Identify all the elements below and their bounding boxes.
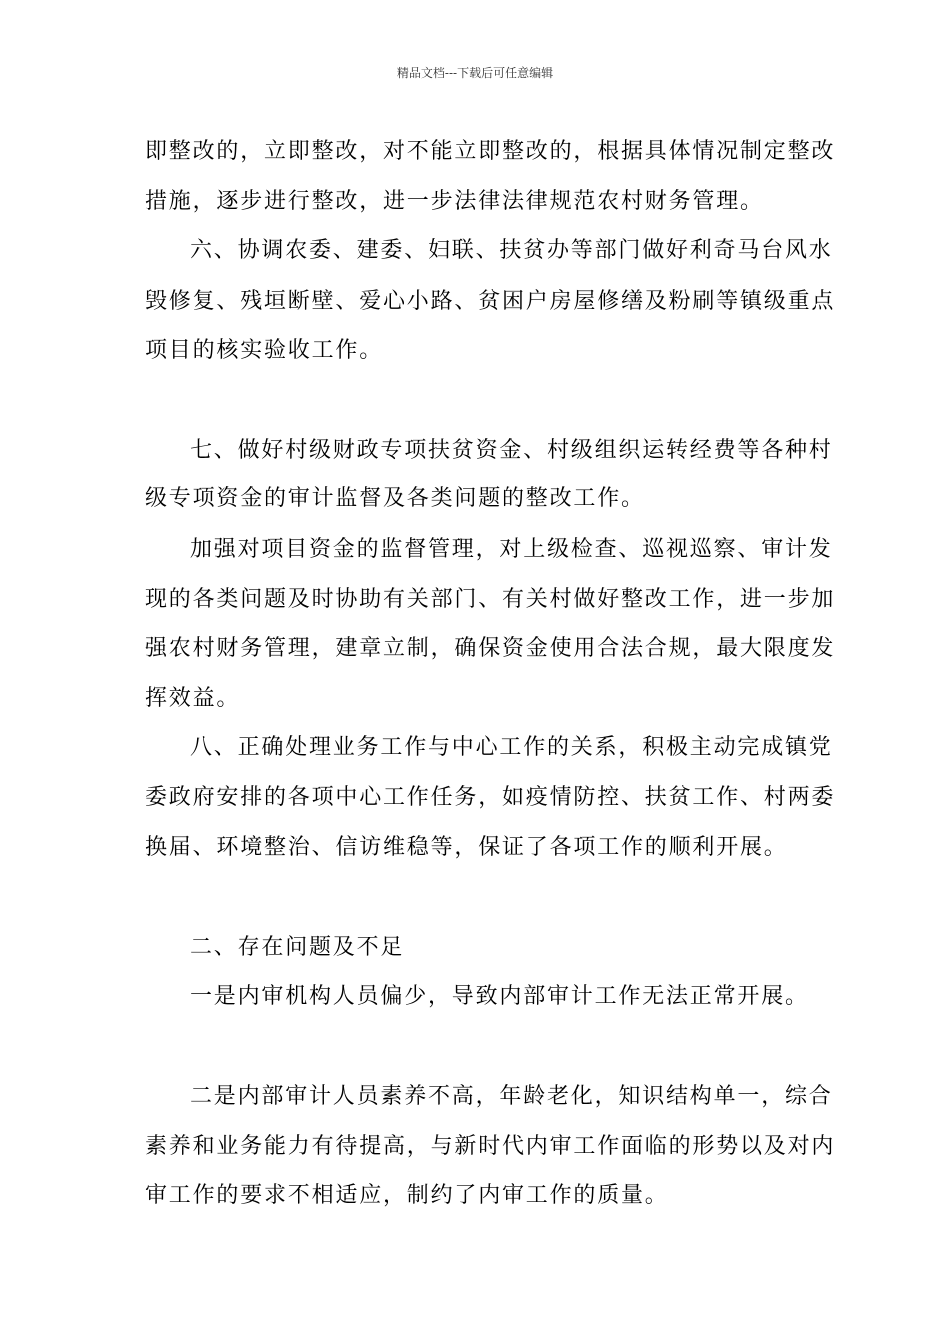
text-line: 级专项资金的审计监督及各类问题的整改工作。: [145, 486, 645, 511]
text-line: 委政府安排的各项中心工作任务，如疫情防控、扶贫工作、村两委: [145, 785, 836, 810]
text-line: 七、做好村级财政专项扶贫资金、村级组织运转经费等各种村: [190, 438, 833, 463]
text-line: 换届、环境整治、信访维稳等，保证了各项工作的顺利开展。: [145, 835, 788, 860]
text-line: 强农村财务管理，建章立制，确保资金使用合法合规，最大限度发: [145, 636, 836, 661]
text-line: 措施，逐步进行整改，进一步法律法律规范农村财务管理。: [145, 189, 764, 214]
text-line: 二是内部审计人员素养不高，年龄老化，知识结构单一，综合: [190, 1084, 833, 1109]
text-line: 六、协调农委、建委、妇联、扶贫办等部门做好利奇马台风水: [190, 238, 833, 263]
text-line: 审工作的要求不相适应，制约了内审工作的质量。: [145, 1183, 669, 1208]
page-header: 精品文档---下载后可任意编辑: [396, 66, 554, 80]
text-line: 挥效益。: [145, 686, 241, 711]
text-line: 毁修复、残垣断壁、爱心小路、贫困户房屋修缮及粉刷等镇级重点: [145, 289, 836, 314]
section-heading: 二、存在问题及不足: [190, 935, 405, 960]
text-line: 素养和业务能力有待提高，与新时代内审工作面临的形势以及对内: [145, 1134, 836, 1159]
text-line: 项目的核实验收工作。: [145, 338, 384, 363]
text-line: 现的各类问题及时协助有关部门、有关村做好整改工作，进一步加: [145, 587, 836, 612]
text-line: 即整改的，立即整改，对不能立即整改的，根据具体情况制定整改: [145, 139, 836, 164]
text-line: 加强对项目资金的监督管理，对上级检查、巡视巡察、审计发: [190, 537, 833, 562]
text-line: 一是内审机构人员偏少，导致内部审计工作无法正常开展。: [190, 984, 809, 1009]
text-line: 八、正确处理业务工作与中心工作的关系，积极主动完成镇党: [190, 735, 833, 760]
